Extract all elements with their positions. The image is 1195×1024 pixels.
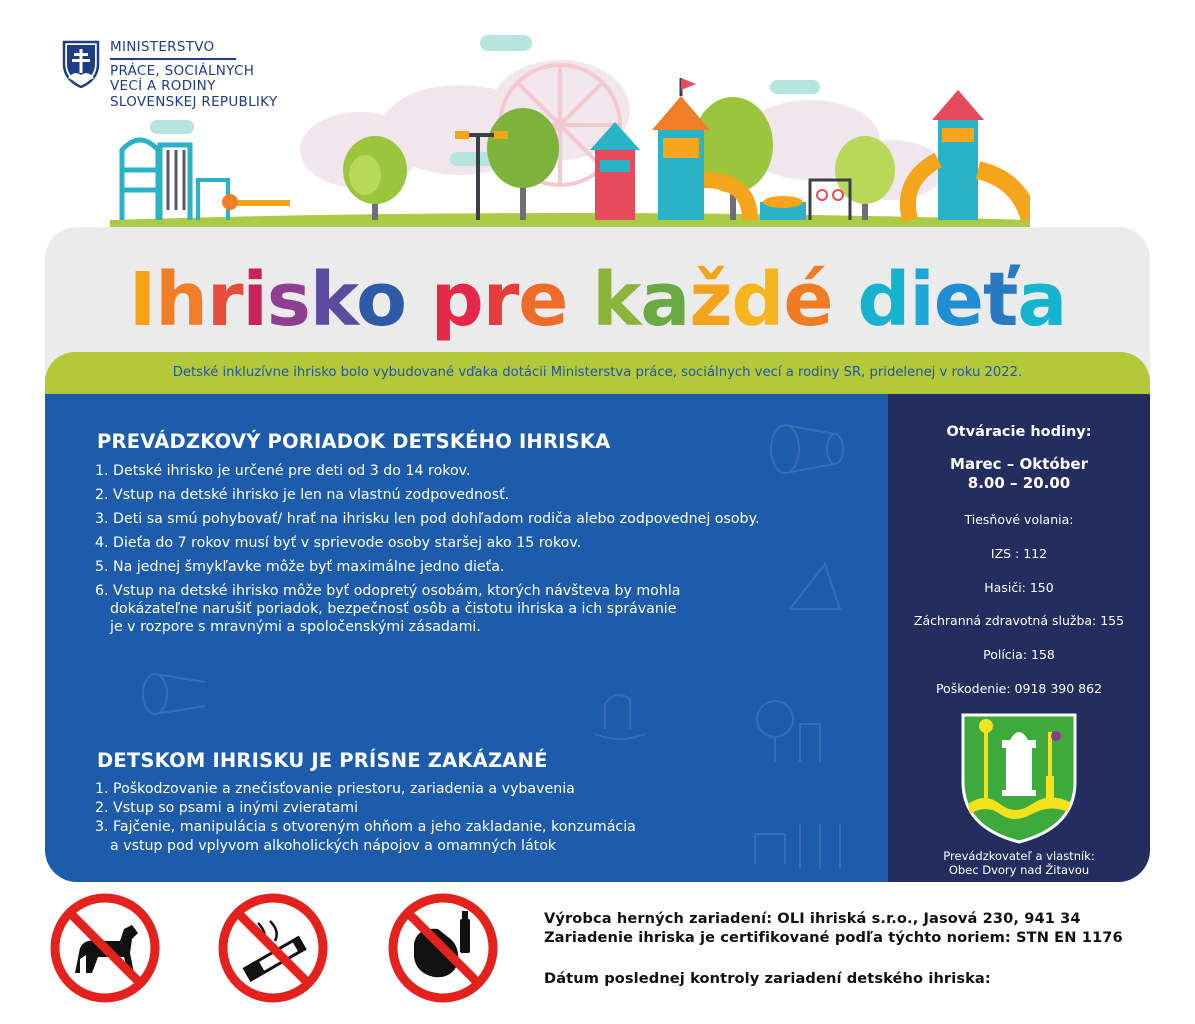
ministry-line: PRÁCE, SOCIÁLNYCH xyxy=(110,62,255,79)
slide-watermark-icon xyxy=(785,554,845,614)
list-item: 3. Deti sa smú pohybovať/ hrať na ihrisku len pod dohľadom rodiča alebo zodpovednej osoby. xyxy=(95,511,760,527)
title-letter: k xyxy=(309,257,357,343)
tree-watermark-icon xyxy=(745,694,825,764)
title-letter: o xyxy=(356,257,406,343)
title-letter: i xyxy=(909,257,934,343)
list-item xyxy=(95,818,636,856)
ministry-line: MINISTERSTVO xyxy=(110,40,236,60)
info-sidebar xyxy=(888,394,1150,882)
ministry-line: VECÍ A RODINY xyxy=(110,78,216,94)
title-letter xyxy=(833,257,858,343)
title-letter: é xyxy=(783,257,833,343)
list-item-text: 6. Vstup na detské ihrisko môže byť odopretý osobám, ktorých návšteva by mohla xyxy=(95,583,681,599)
tunnel-watermark-icon xyxy=(765,414,845,484)
list-item: 2. Vstup na detské ihrisko je len na vlastnú zodpovednosť. xyxy=(95,487,510,503)
certification-info: Zariadenie ihriska je certifikované podľa týchto noriem: STN EN 1176 xyxy=(544,929,1123,946)
opening-time: 8.00 – 20.00 xyxy=(967,474,1071,492)
no-litter-alcohol-icon xyxy=(388,893,498,1003)
emergency-label: Tiesňové volania: xyxy=(964,512,1074,527)
owner-label: Prevádzkovateľ a vlastník: xyxy=(943,849,1095,863)
rocking-horse-watermark-icon xyxy=(585,674,655,744)
title-letter: k xyxy=(592,257,641,343)
subsidy-note: Detské inkluzívne ihrisko bolo vybudované vďaka dotácii Ministerstva práce, sociálnych vecí a rodiny SR, pridelenej v roku 2022. xyxy=(172,365,1023,380)
title-letter xyxy=(567,257,592,343)
emergency-ambulance: Záchranná zdravotná služba: 155 xyxy=(913,613,1125,628)
tunnel-watermark-icon xyxy=(135,664,215,724)
title-letter: I xyxy=(128,257,156,343)
page-title xyxy=(45,255,1150,345)
list-item-continuation: je v rozpore s mravnými a spoločenskými zásadami. xyxy=(110,619,481,635)
ministry-line: SLOVENSKEJ REPUBLIKY xyxy=(110,93,278,110)
title-letter: d xyxy=(857,257,910,343)
list-item-text: 3. Fajčenie, manipulácia s otvoreným ohňom a jeho zakladanie, konzumácia xyxy=(95,819,636,835)
list-item-continuation: a vstup pod vplyvom alkoholických nápojov a omamných látok xyxy=(110,838,557,854)
rules-heading: PREVÁDZKOVÝ PORIADOK DETSKÉHO IHRISKA xyxy=(97,430,611,453)
emergency-police: Polícia: 158 xyxy=(983,647,1055,662)
title-letter: d xyxy=(731,257,784,343)
list-item: 4. Dieťa do 7 rokov musí byť v sprievode osoby staršej ako 15 rokov. xyxy=(95,535,582,551)
title-letter: h xyxy=(155,257,207,343)
list-item: 5. Na jednej šmykľavke môže byť maximálne jedno dieťa. xyxy=(95,559,505,575)
title-letter: e xyxy=(518,257,568,343)
municipal-coat-of-arms-icon xyxy=(960,712,1078,844)
rules-section xyxy=(45,394,888,882)
list-item: 1. Poškodzovanie a znečisťovanie priestoru, zariadenia a vybavenia xyxy=(95,781,575,797)
title-letter: e xyxy=(933,257,983,343)
bench-watermark-icon xyxy=(745,814,845,874)
emergency-izs: IZS : 112 xyxy=(990,546,1048,561)
title-letter: s xyxy=(266,257,310,343)
list-item: 2. Vstup so psami a inými zvieratami xyxy=(95,800,359,816)
owner-name: Obec Dvory nad Žitavou xyxy=(948,863,1090,877)
damage-contact: Poškodenie: 0918 390 862 xyxy=(935,681,1103,696)
title-letter: a xyxy=(1017,257,1067,343)
no-smoking-icon xyxy=(218,893,328,1003)
no-dogs-icon xyxy=(50,893,160,1003)
list-item xyxy=(95,582,759,636)
forbidden-list xyxy=(95,780,636,856)
title-letter: r xyxy=(206,257,243,343)
title-letter: p xyxy=(430,257,483,343)
main-panel xyxy=(45,227,1150,882)
title-letter: ť xyxy=(982,257,1018,343)
rules-list xyxy=(95,462,759,642)
title-letter: a xyxy=(640,257,690,343)
emergency-fire: Hasiči: 150 xyxy=(984,580,1054,595)
forbidden-heading: DETSKOM IHRISKU JE PRÍSNE ZAKÁZANÉ xyxy=(97,749,548,772)
title-letter xyxy=(406,257,431,343)
opening-months: Marec – Október xyxy=(950,455,1088,473)
subsidy-band xyxy=(45,352,1150,394)
manufacturer-info: Výrobca herných zariadení: OLI ihriská s.r.o., Jasová 230, 941 34 xyxy=(544,910,1081,927)
list-item: 1. Detské ihrisko je určené pre deti od 3 do 14 rokov. xyxy=(95,463,471,479)
title-letter: r xyxy=(482,257,519,343)
slovak-coat-of-arms-icon xyxy=(62,40,100,88)
title-letter: i xyxy=(242,257,267,343)
title-letter: ž xyxy=(689,257,732,343)
opening-hours-label: Otváracie hodiny: xyxy=(946,424,1092,440)
list-item-continuation: dokázateľne narušiť poriadok, bezpečnosť osôb a čistotu ihriska a ich správanie xyxy=(110,601,677,617)
inspection-date-label: Dátum poslednej kontroly zariadení detského ihriska: xyxy=(544,970,991,987)
playground-illustration xyxy=(110,30,1030,240)
